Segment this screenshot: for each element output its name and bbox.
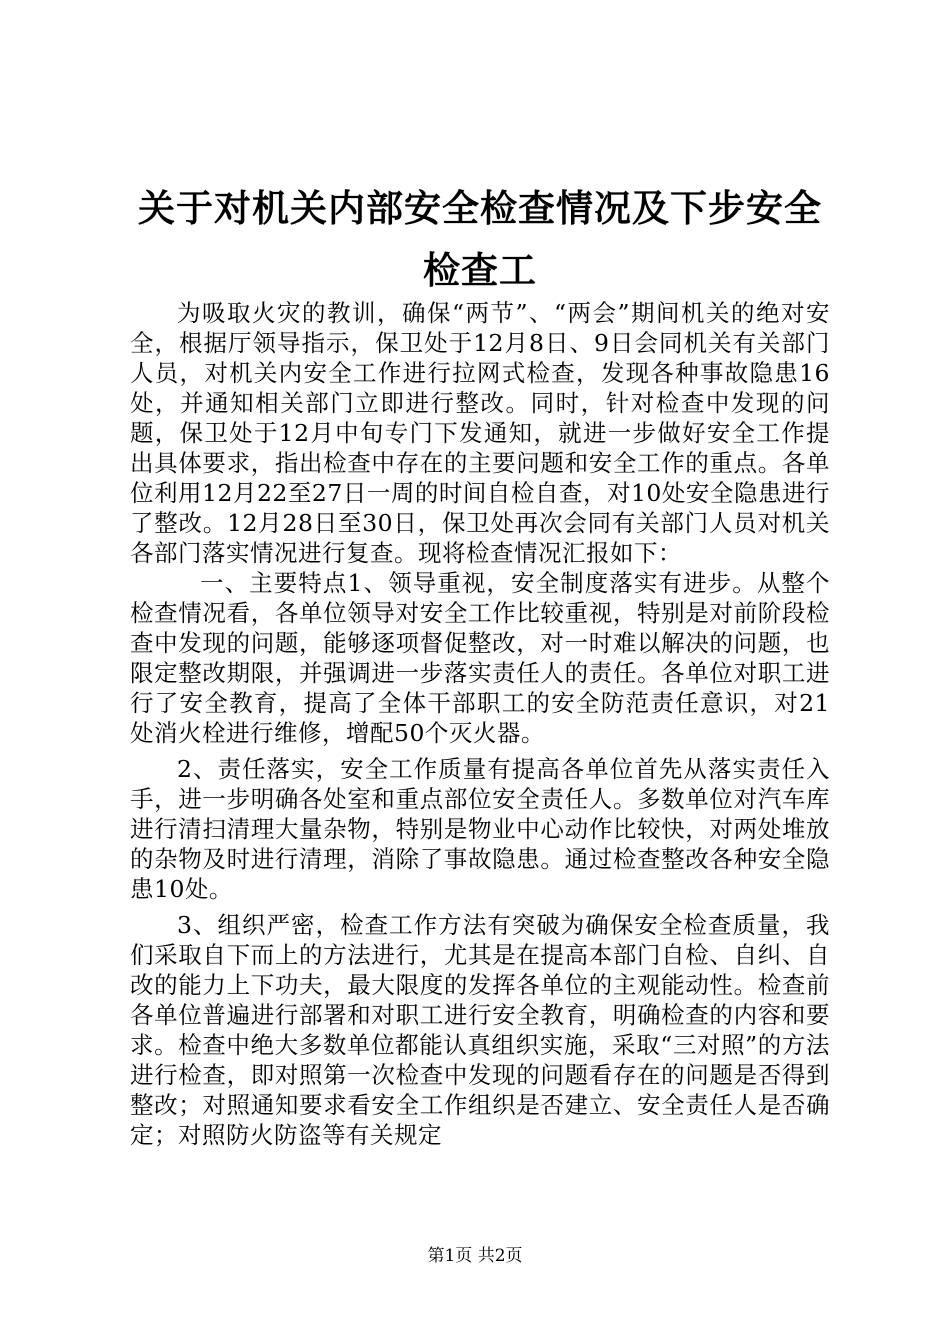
body-paragraph-2: 一、主要特点1、领导重视，安全制度落实有进步。从整个检查情况看，各单位领导对安全工作比较重视，特别是对前阶段检查中发现的问题，能够逐项督促整改，对一时难以解决的问题，也限定整改期限，并强调进一步落实责任人的责任。各单位对职工进行了安全教育，提高了全体干部职工的安全防范责任意识，对21处消火栓进行维修，增配50个灭火器。 xyxy=(130,569,830,747)
body-paragraph-1: 为吸取火灾的教训，确保“两节”、“两会”期间机关的绝对安全，根据厅领导指示，保卫处于12月8日、9日会同机关有关部门人员，对机关内安全工作进行拉网式检查，发现各种事故隐患16处，并通知相关部门立即进行整改。同时，针对检查中发现的问题，保卫处于12月中旬专门下发通知，就进一步做好安全工作提出具体要求，指出检查中存在的主要问题和安全工作的重点。各单位利用12月22至27日一周的时间自检自查，对10处安全隐患进行了整改。12月28日至30日，保卫处再次会同有关部门人员对机关各部门落实情况进行复查。现将检查情况汇报如下： xyxy=(130,299,830,567)
page-number-footer: 第1页 共2页 xyxy=(427,1246,523,1266)
body-paragraph-3: 2、责任落实，安全工作质量有提高各单位首先从落实责任入手，进一步明确各处室和重点部位安全责任人。多数单位对汽车库进行清扫清理大量杂物，特别是物业中心动作比较快，对两处堆放的杂物及时进行清理，消除了事故隐患。通过检查整改各种安全隐患10处。 xyxy=(130,755,830,903)
document-body xyxy=(130,298,830,1156)
document-title: 关于对机关内部安全检查情况及下步安全检查工 xyxy=(138,187,822,292)
body-paragraph-4: 3、组织严密，检查工作方法有突破为确保安全检查质量，我们采取自下而上的方法进行，尤其是在提高本部门自检、自纠、自改的能力上下功夫，最大限度的发挥各单位的主观能动性。检查前各单位普遍进行部署和对职工进行安全教育，明确检查的内容和要求。检查中绝大多数单位都能认真组织实施，采取“三对照”的方法进行检查，即对照第一次检查中发现的问题看存在的问题是否得到整改；对照通知要求看安全工作组织是否建立、安全责任人是否确定；对照防火防盗等有关规定 xyxy=(130,911,830,1149)
